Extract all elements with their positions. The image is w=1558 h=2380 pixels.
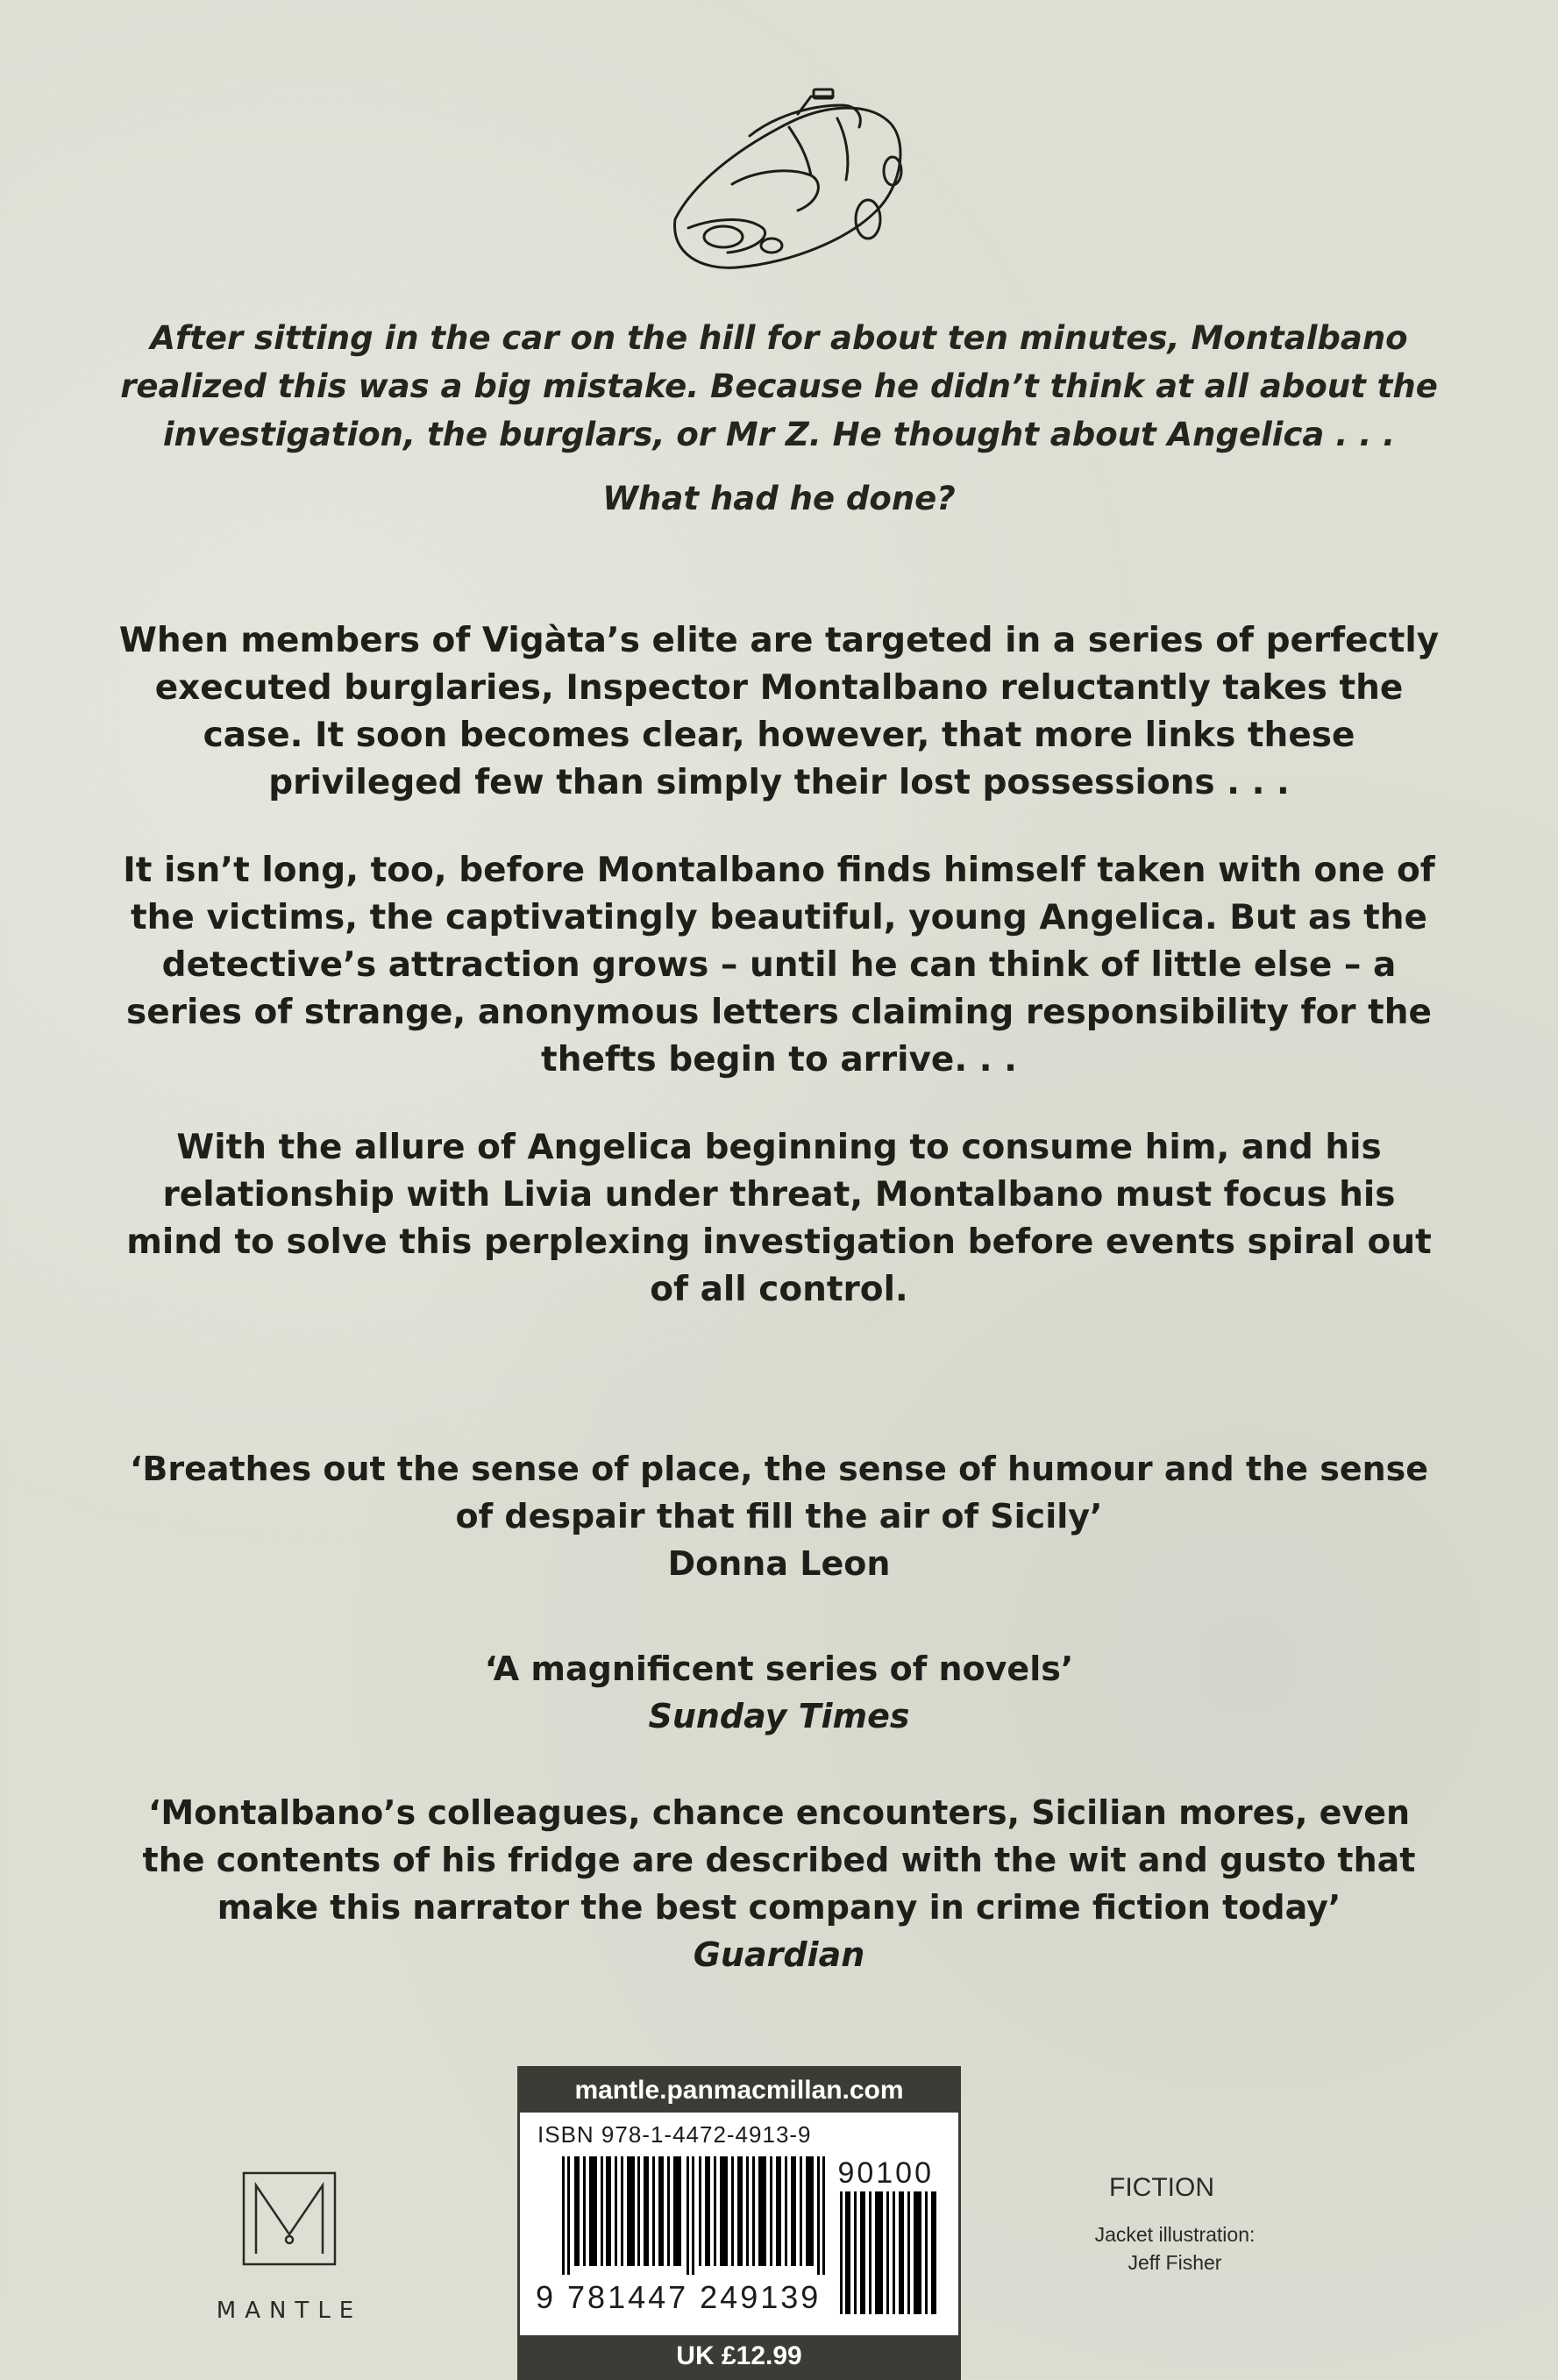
teaser-excerpt	[105, 314, 1453, 523]
review-quote: ‘Breathes out the sense of place, the sense of humour and the sense of despair that fill the air of Sicily’	[129, 1450, 1429, 1536]
car-sketch-illustration	[658, 88, 921, 276]
isbn-text: ISBN 978-1-4472-4913-9	[537, 2121, 812, 2148]
publisher-website: mantle.panmacmillan.com	[520, 2069, 958, 2113]
mantle-logo-icon	[237, 2166, 342, 2271]
genre-label: FICTION	[1109, 2173, 1214, 2202]
publisher-name: MANTLE	[216, 2298, 363, 2324]
addon-barcode-bars	[840, 2191, 936, 2314]
barcode-bars	[562, 2156, 825, 2275]
review-quote: ‘A magnificent series of novels’	[484, 1650, 1074, 1688]
barcode-panel	[517, 2066, 961, 2380]
blurb	[114, 617, 1444, 1354]
teaser-question: What had he done?	[602, 480, 956, 517]
ean-number: 9 781447 249139	[536, 2279, 822, 2315]
review-source: Donna Leon	[667, 1544, 891, 1583]
credit-label: Jacket illustration:	[1094, 2223, 1256, 2246]
blurb-paragraph: With the allure of Angelica beginning to consume him, and his relationship with Livia under threat, Montalbano must focus his mind to solve this perplexing investigation before events spiral out of all control.	[126, 1128, 1432, 1309]
review-donna-leon	[114, 1445, 1444, 1587]
blurb-paragraph: It isn’t long, too, before Montalbano finds himself taken with one of the victims, the captivatingly beautiful, young Angelica. But as the detective’s attraction grows – until he can think of little else – a series of strange, anonymous letters claiming responsibility for the thefts begin to arrive. . .	[123, 851, 1435, 1080]
teaser-paragraph: After sitting in the car on the hill for about ten minutes, Montalbano realized this was a big mistake. Because he didn’t think at all about the investigation, the burglars, or Mr Z. He thought about Angelica . . .	[120, 319, 1438, 453]
review-source: Sunday Times	[648, 1697, 910, 1735]
price-label: UK £12.99	[520, 2335, 958, 2377]
review-quote: ‘Montalbano’s colleagues, chance encounters, Sicilian mores, even the contents of his fridge are described with the wit and gusto that make this narrator the best company in crime fiction today’	[142, 1793, 1416, 1927]
review-guardian	[114, 1789, 1444, 1978]
jacket-credit	[1074, 2220, 1276, 2277]
publisher-logo	[202, 2166, 377, 2324]
review-sunday-times	[114, 1645, 1444, 1740]
blurb-paragraph: When members of Vigàta’s elite are targeted in a series of perfectly executed burglaries, Inspector Montalbano reluctantly takes the case. It soon becomes clear, however, that more links these privileged few than simply their lost possessions . . .	[118, 621, 1440, 802]
review-source: Guardian	[693, 1935, 865, 1974]
price-code: 90100	[837, 2156, 934, 2190]
credit-name: Jeff Fisher	[1128, 2251, 1222, 2274]
